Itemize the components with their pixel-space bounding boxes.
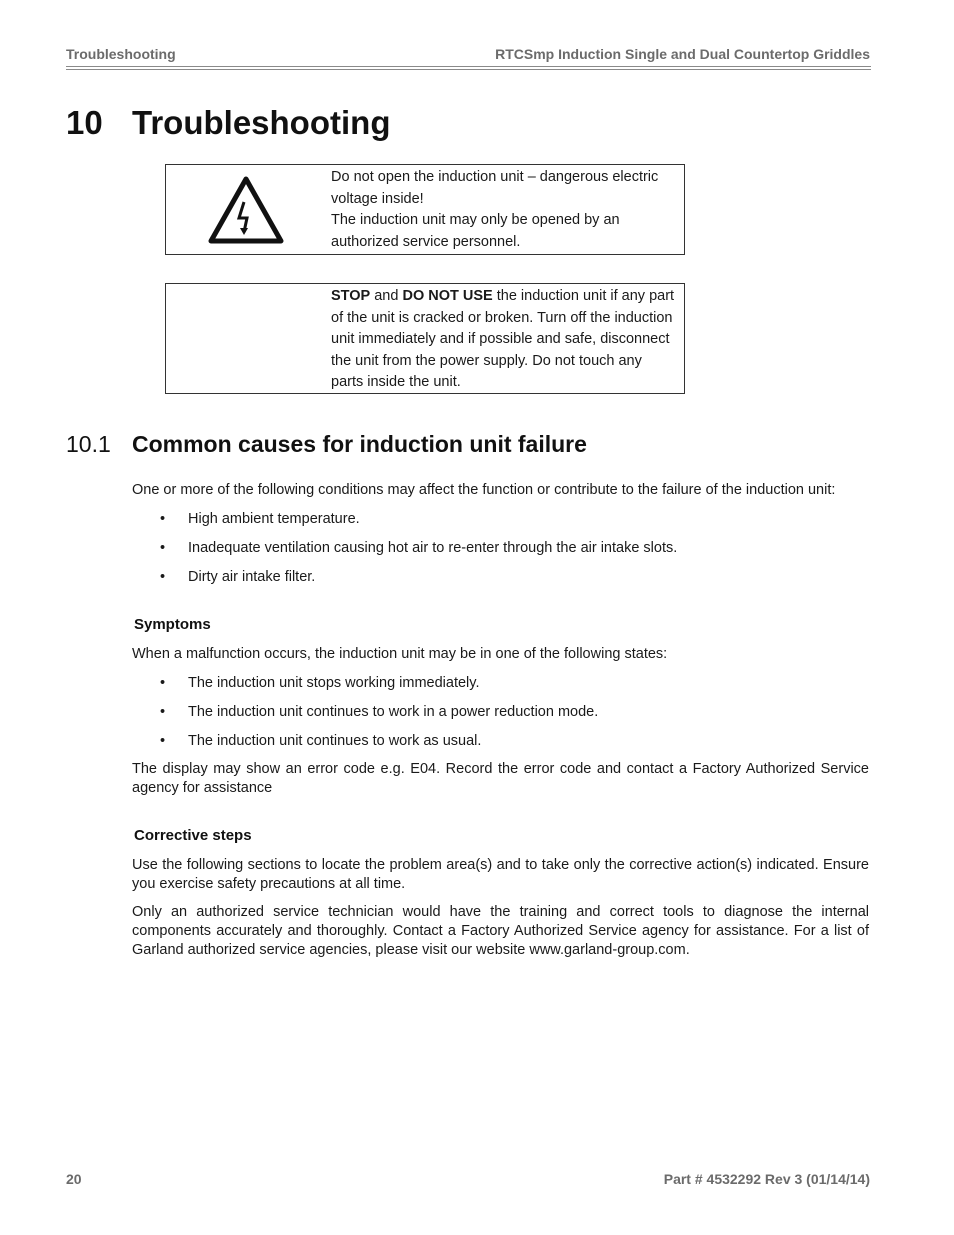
stop-label: STOP [331, 288, 371, 304]
chapter-title-text: Troubleshooting [132, 104, 391, 141]
section-number: 10.1 [66, 431, 111, 457]
corrective-paragraph-2: Only an authorized service technician would have the training and correct tools to diagnose the internal components accurately and thoroughly. Contact a Factory Authorized Service agency for assistance. For a list of Garland authorized service agencies, please visit our website www.garland-group.com. [132, 904, 869, 958]
symptoms-heading: Symptoms [134, 616, 211, 633]
page-number: 20 [66, 1171, 82, 1187]
list-item: • Dirty air intake filter. [160, 569, 316, 585]
chapter-number: 10 [66, 104, 103, 141]
chapter-title [66, 104, 390, 142]
electric-warning-box [165, 164, 685, 255]
header-rule-top [66, 66, 871, 67]
running-header-section: Troubleshooting [66, 46, 176, 62]
section-heading [66, 431, 587, 458]
stop-warning-rest: the induction unit if any part of the unit is cracked or broken. Turn off the induction unit immediately and if possible and safe, disconnect the unit from the power supply. Do not touch any parts inside the unit. [331, 288, 675, 390]
list-item: • The induction unit stops working immediately. [160, 675, 480, 691]
stop-warning-box [165, 283, 685, 394]
header-rule-bottom [66, 69, 871, 70]
list-item: • Inadequate ventilation causing hot air to re-enter through the air intake slots. [160, 540, 678, 556]
part-number: Part # 4532292 Rev 3 (01/14/14) [663, 1171, 870, 1187]
list-item: • The induction unit continues to work as usual. [160, 733, 482, 749]
symptoms-list [132, 674, 869, 761]
list-item: • High ambient temperature. [160, 511, 360, 527]
causes-list [132, 510, 869, 597]
stop-and: and [370, 288, 403, 304]
list-item: • The induction unit continues to work in a power reduction mode. [160, 704, 599, 720]
error-code-note: The display may show an error code e.g. E04. Record the error code and contact a Factory Authorized Service agency for assistance [132, 761, 869, 796]
intro-paragraph: One or more of the following conditions may affect the function or contribute to the failure of the induction unit: [132, 482, 836, 498]
do-not-use-label: DO NOT USE [402, 288, 493, 304]
corrective-steps-heading: Corrective steps [134, 827, 252, 844]
section-title: Common causes for induction unit failure [132, 431, 587, 457]
electric-warning-line2: The induction unit may only be opened by an authorized service personnel. [331, 212, 620, 250]
running-header-title: RTCSmp Induction Single and Dual Countertop Griddles [495, 46, 870, 62]
electric-warning-line1: Do not open the induction unit – dangerous electric voltage inside! [331, 169, 659, 207]
electric-warning-text [331, 167, 678, 253]
electric-hazard-icon [208, 174, 284, 244]
corrective-paragraph-1: Use the following sections to locate the problem area(s) and to take only the corrective action(s) indicated. Ensure you exercise safety precautions at all time. [132, 857, 869, 892]
stop-warning-text [331, 286, 678, 394]
symptoms-intro: When a malfunction occurs, the induction unit may be in one of the following states: [132, 646, 668, 662]
